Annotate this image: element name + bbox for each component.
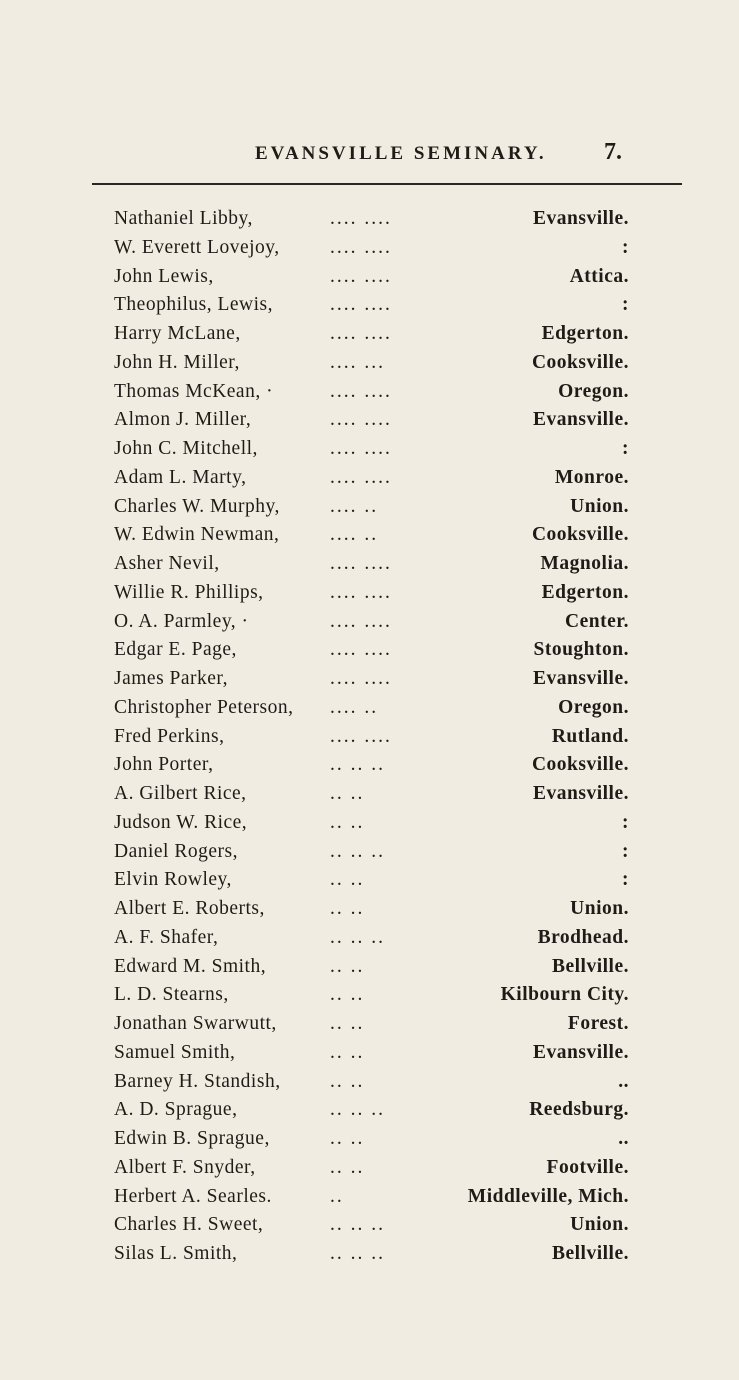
- student-name: Harry McLane,: [114, 323, 241, 344]
- student-name: James Parker,: [114, 668, 229, 689]
- student-name: Samuel Smith,: [114, 1041, 236, 1063]
- list-item: [0, 953, 739, 982]
- dot-leader: .... ....: [330, 668, 392, 689]
- dot-leader: .... ....: [330, 208, 392, 229]
- student-name: O. A. Parmley, ·: [114, 610, 249, 632]
- list-item: [0, 694, 739, 723]
- student-hometown: :: [622, 438, 629, 459]
- list-item: [0, 579, 739, 608]
- dot-leader: .... ....: [330, 610, 392, 632]
- student-hometown: Reedsburg.: [529, 1099, 629, 1121]
- dot-leader: .. .. ..: [330, 840, 385, 862]
- student-hometown: :: [622, 294, 629, 316]
- student-hometown: :: [622, 811, 629, 833]
- student-hometown: :: [622, 840, 629, 862]
- student-hometown: Edgerton.: [541, 581, 629, 603]
- list-item: [0, 723, 739, 752]
- student-hometown: Union.: [570, 898, 629, 919]
- student-hometown: Evansville.: [533, 409, 629, 431]
- list-item: [0, 464, 739, 493]
- dot-leader: .. ..: [330, 1070, 365, 1092]
- student-hometown: Union.: [570, 495, 629, 517]
- student-hometown: ..: [618, 1128, 629, 1149]
- student-name: Charles W. Murphy,: [114, 495, 280, 517]
- student-name: W. Everett Lovejoy,: [114, 236, 280, 258]
- list-item: [0, 291, 739, 320]
- dot-leader: .... ....: [330, 553, 392, 574]
- student-name: John H. Miller,: [114, 351, 240, 373]
- student-name: John Porter,: [114, 754, 214, 776]
- list-item: [0, 406, 739, 435]
- student-hometown: Rutland.: [551, 725, 629, 747]
- student-hometown: Evansville.: [533, 668, 629, 689]
- student-list: [0, 205, 739, 1269]
- dot-leader: .. .. ..: [330, 754, 385, 776]
- student-name: Asher Nevil,: [114, 553, 220, 574]
- list-item: [0, 320, 739, 349]
- dot-leader: .. ..: [330, 984, 365, 1006]
- student-hometown: Evansville.: [533, 1041, 629, 1063]
- list-item: [0, 1068, 739, 1097]
- student-hometown: Evansville.: [533, 208, 629, 229]
- student-hometown: Bellville.: [551, 955, 629, 977]
- dot-leader: .. .. ..: [330, 926, 385, 948]
- dot-leader: .. ..: [330, 1013, 365, 1034]
- student-name: Christopher Peterson,: [114, 696, 294, 718]
- list-item: [0, 809, 739, 838]
- student-name: Jonathan Swarwutt,: [114, 1013, 277, 1034]
- student-hometown: Forest.: [567, 1013, 629, 1034]
- dot-leader: .... ...: [330, 351, 385, 373]
- student-name: Edgar E. Page,: [114, 639, 237, 661]
- student-hometown: Brodhead.: [537, 926, 629, 948]
- student-name: Edward M. Smith,: [114, 955, 267, 977]
- list-item: [0, 636, 739, 665]
- student-hometown: Magnolia.: [540, 553, 629, 574]
- list-item: [0, 1010, 739, 1039]
- dot-leader: .... ....: [330, 380, 392, 402]
- student-name: Charles H. Sweet,: [114, 1214, 264, 1236]
- student-name: A. Gilbert Rice,: [114, 783, 247, 804]
- dot-leader: .. ..: [330, 955, 365, 977]
- student-hometown: Cooksville.: [531, 754, 629, 776]
- student-hometown: Oregon.: [558, 380, 629, 402]
- student-name: Herbert A. Searles.: [114, 1185, 272, 1207]
- list-item: [0, 493, 739, 522]
- list-item: [0, 665, 739, 694]
- dot-leader: .... ..: [330, 696, 379, 718]
- list-item: [0, 924, 739, 953]
- student-hometown: :: [622, 236, 629, 258]
- student-hometown: Oregon.: [558, 696, 629, 718]
- student-hometown: Attica.: [569, 265, 629, 287]
- student-hometown: Edgerton.: [541, 323, 629, 344]
- list-item: [0, 205, 739, 234]
- dot-leader: .... ....: [330, 725, 392, 747]
- dot-leader: .. ..: [330, 898, 365, 919]
- student-hometown: Evansville.: [533, 783, 629, 804]
- dot-leader: .... ....: [330, 323, 392, 344]
- student-hometown: Cooksville.: [531, 524, 629, 546]
- student-hometown: Kilbourn City.: [500, 984, 629, 1006]
- dot-leader: .... ..: [330, 524, 379, 546]
- list-item: [0, 895, 739, 924]
- student-name: Thomas McKean, ·: [114, 380, 274, 402]
- list-item: [0, 751, 739, 780]
- list-item: [0, 263, 739, 292]
- student-hometown: Footville.: [546, 1156, 629, 1178]
- student-name: Albert E. Roberts,: [114, 898, 265, 919]
- dot-leader: .. .. ..: [330, 1214, 385, 1236]
- list-item: [0, 1183, 739, 1212]
- dot-leader: .. .. ..: [330, 1243, 385, 1264]
- student-hometown: Middleville, Mich.: [467, 1185, 629, 1207]
- student-hometown: Monroe.: [554, 466, 629, 488]
- list-item: [0, 1039, 739, 1068]
- dot-leader: .... ..: [330, 495, 379, 517]
- student-name: Adam L. Marty,: [114, 466, 247, 488]
- student-name: John Lewis,: [114, 265, 214, 287]
- student-hometown: :: [622, 869, 629, 891]
- list-item: [0, 780, 739, 809]
- dot-leader: .... ....: [330, 236, 392, 258]
- student-hometown: Stoughton.: [533, 639, 629, 661]
- dot-leader: .... ....: [330, 438, 392, 459]
- dot-leader: .... ....: [330, 466, 392, 488]
- list-item: [0, 866, 739, 895]
- page-header: [0, 139, 739, 173]
- dot-leader: .. ..: [330, 1156, 365, 1178]
- student-name: Elvin Rowley,: [114, 869, 232, 891]
- list-item: [0, 349, 739, 378]
- student-name: Almon J. Miller,: [114, 409, 252, 431]
- list-item: [0, 378, 739, 407]
- student-name: Albert F. Snyder,: [114, 1156, 256, 1178]
- list-item: [0, 234, 739, 263]
- list-item: [0, 1096, 739, 1125]
- dot-leader: .... ....: [330, 265, 392, 287]
- dot-leader: .. ..: [330, 1041, 365, 1063]
- dot-leader: .. ..: [330, 869, 365, 891]
- dot-leader: .... ....: [330, 639, 392, 661]
- running-title: EVANSVILLE SEMINARY.: [255, 143, 547, 164]
- dot-leader: .. ..: [330, 783, 365, 804]
- dot-leader: .. ..: [330, 1128, 365, 1149]
- list-item: [0, 1211, 739, 1240]
- student-hometown: Union.: [570, 1214, 629, 1236]
- list-item: [0, 550, 739, 579]
- student-name: Edwin B. Sprague,: [114, 1128, 270, 1149]
- list-item: [0, 435, 739, 464]
- list-item: [0, 1240, 739, 1269]
- student-name: John C. Mitchell,: [114, 438, 258, 459]
- dot-leader: .... ....: [330, 409, 392, 431]
- student-name: W. Edwin Newman,: [114, 524, 280, 546]
- student-name: L. D. Stearns,: [114, 984, 229, 1006]
- header-rule: [92, 183, 682, 185]
- student-name: A. D. Sprague,: [114, 1099, 238, 1121]
- student-name: A. F. Shafer,: [114, 926, 219, 948]
- dot-leader: .... ....: [330, 581, 392, 603]
- student-name: Judson W. Rice,: [114, 811, 248, 833]
- student-name: Theophilus, Lewis,: [114, 294, 274, 316]
- student-hometown: Cooksville.: [531, 351, 629, 373]
- student-name: Nathaniel Libby,: [114, 208, 253, 229]
- student-hometown: Bellville.: [551, 1243, 629, 1264]
- dot-leader: .. ..: [330, 811, 365, 833]
- student-name: Daniel Rogers,: [114, 840, 238, 862]
- list-item: [0, 838, 739, 867]
- student-hometown: Center.: [565, 610, 629, 632]
- list-item: [0, 981, 739, 1010]
- student-name: Silas L. Smith,: [114, 1243, 238, 1264]
- student-name: Willie R. Phillips,: [114, 581, 264, 603]
- list-item: [0, 1125, 739, 1154]
- student-hometown: ..: [618, 1070, 629, 1092]
- list-item: [0, 1154, 739, 1183]
- list-item: [0, 521, 739, 550]
- list-item: [0, 608, 739, 637]
- student-name: Barney H. Standish,: [114, 1070, 281, 1092]
- dot-leader: .... ....: [330, 294, 392, 316]
- dot-leader: .. .. ..: [330, 1099, 385, 1121]
- page-number: 7.: [604, 139, 622, 165]
- dot-leader: ..: [330, 1185, 344, 1207]
- student-name: Fred Perkins,: [114, 725, 225, 747]
